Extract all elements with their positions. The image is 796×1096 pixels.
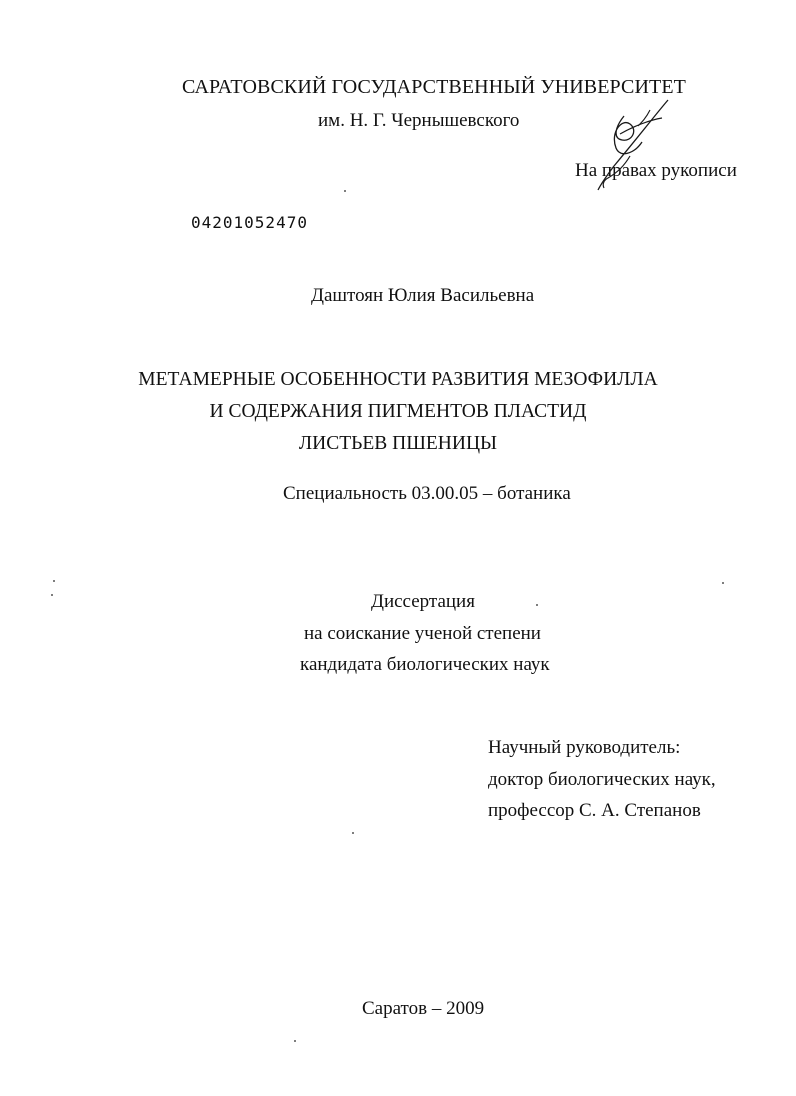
thesis-title-line-3: ЛИСТЬЕВ ПШЕНИЦЫ [298, 433, 498, 454]
city-year: Саратов – 2009 [362, 998, 485, 1019]
advisor-label: Научный руководитель: [488, 737, 681, 758]
specialty-line: Специальность 03.00.05 – ботаника [283, 483, 571, 504]
degree-purpose: на соискание ученой степени [304, 623, 541, 644]
scan-speck [53, 580, 55, 582]
university-named-after: им. Н. Г. Чернышевского [318, 110, 520, 131]
manuscript-rights-note: На правах рукописи [575, 160, 737, 181]
advisor-degree: доктор биологических наук, [488, 769, 716, 790]
thesis-title-line-1: МЕТАМЕРНЫЕ ОСОБЕННОСТИ РАЗВИТИЯ МЕЗОФИЛЛА [138, 369, 658, 390]
author-name: Даштоян Юлия Васильевна [311, 285, 535, 306]
thesis-title-line-2: И СОДЕРЖАНИЯ ПИГМЕНТОВ ПЛАСТИД [209, 401, 587, 422]
catalog-number: 04201052470 [191, 213, 308, 232]
scan-speck [294, 1040, 296, 1042]
handwritten-signature [594, 96, 694, 196]
scan-speck [536, 604, 538, 606]
scan-speck [51, 594, 53, 596]
scan-speck [352, 832, 354, 834]
degree-name: кандидата биологических наук [300, 654, 550, 675]
scan-speck [344, 190, 346, 192]
dissertation-label: Диссертация [371, 591, 475, 612]
advisor-name: профессор С. А. Степанов [488, 800, 701, 821]
scan-speck [722, 582, 724, 584]
university-name: САРАТОВСКИЙ ГОСУДАРСТВЕННЫЙ УНИВЕРСИТЕТ [182, 76, 686, 98]
